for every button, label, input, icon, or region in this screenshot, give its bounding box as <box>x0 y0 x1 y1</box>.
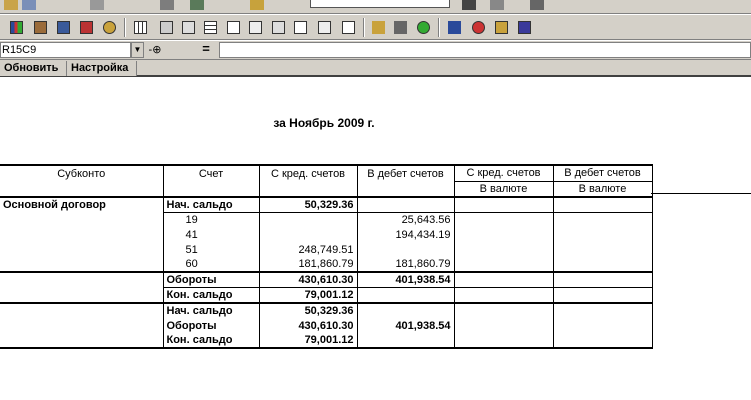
table-cell[interactable] <box>454 272 553 288</box>
table-cell[interactable] <box>163 181 259 197</box>
header-debit[interactable]: В дебет счетов <box>357 165 454 181</box>
table-cell[interactable] <box>0 181 163 197</box>
credit-cell[interactable] <box>259 212 357 227</box>
header-in-currency[interactable]: В валюте <box>553 181 652 197</box>
report-icon[interactable] <box>32 19 49 36</box>
documents-icon[interactable] <box>78 19 95 36</box>
table-row <box>0 242 652 257</box>
closing-label[interactable]: Кон. сальдо <box>163 288 259 304</box>
table-cell[interactable] <box>454 257 553 272</box>
print-icon[interactable] <box>158 19 175 36</box>
table-cell[interactable] <box>0 318 163 333</box>
total-opening-label[interactable]: Нач. сальдо <box>163 303 259 318</box>
table-row <box>0 288 652 304</box>
calendar-icon[interactable] <box>270 19 287 36</box>
equals-button[interactable]: = <box>202 41 210 56</box>
search-icon[interactable] <box>392 19 409 36</box>
table-cell[interactable] <box>553 197 652 213</box>
toolbar-icon[interactable] <box>490 0 504 10</box>
table-cell[interactable] <box>454 242 553 257</box>
turnover-credit[interactable]: 430,610.30 <box>259 272 357 288</box>
table-icon[interactable] <box>132 19 149 36</box>
toolbar-icon[interactable] <box>160 0 174 10</box>
table-row <box>0 227 652 242</box>
opening-label[interactable]: Нач. сальдо <box>163 197 259 213</box>
journal-icon[interactable] <box>55 19 72 36</box>
copy-icon[interactable] <box>180 19 197 36</box>
credit-cell[interactable] <box>259 227 357 242</box>
header-row <box>0 165 652 181</box>
table-cell[interactable] <box>357 333 454 348</box>
table-cell[interactable] <box>553 212 652 227</box>
total-turnover-credit[interactable]: 430,610.30 <box>259 318 357 333</box>
total-turnover-label[interactable]: Обороты <box>163 318 259 333</box>
toolbar-icon[interactable] <box>190 0 204 10</box>
toolbar-icon[interactable] <box>90 0 104 10</box>
table-cell[interactable] <box>357 288 454 304</box>
table-row <box>0 303 652 318</box>
table-cell[interactable] <box>357 197 454 213</box>
table-cell[interactable] <box>553 333 652 348</box>
total-closing-label[interactable]: Кон. сальдо <box>163 333 259 348</box>
account-cell[interactable]: 60 <box>163 257 259 272</box>
tools-icon[interactable] <box>101 19 118 36</box>
calculator-icon[interactable] <box>493 19 510 36</box>
report-title: за Ноябрь 2009 г. <box>273 116 375 130</box>
table-cell[interactable] <box>0 272 163 288</box>
total-turnover-debit[interactable]: 401,938.54 <box>357 318 454 333</box>
report-table <box>0 164 653 349</box>
closing-value[interactable]: 79,001.12 <box>259 288 357 304</box>
table-row <box>0 257 652 272</box>
account-cell[interactable]: 19 <box>163 212 259 227</box>
formula-bar <box>0 41 751 60</box>
table-cell[interactable] <box>454 212 553 227</box>
table-cell[interactable] <box>454 333 553 348</box>
account-cell[interactable]: 41 <box>163 227 259 242</box>
chart-report-icon[interactable] <box>8 19 25 36</box>
table-cell[interactable] <box>553 257 652 272</box>
header-account[interactable]: Счет <box>163 165 259 181</box>
header-in-currency[interactable]: В валюте <box>454 181 553 197</box>
toolbar-icon[interactable] <box>22 0 36 10</box>
table-cell[interactable] <box>0 212 163 227</box>
total-opening-value[interactable]: 50,329.36 <box>259 303 357 318</box>
debit-cell[interactable]: 181,860.79 <box>357 257 454 272</box>
table-cell[interactable] <box>454 288 553 304</box>
header-credit-fx[interactable]: С кред. счетов <box>454 165 553 181</box>
table-cell[interactable] <box>454 197 553 213</box>
header-subkonto[interactable]: Субконто <box>0 165 163 181</box>
action-bar <box>0 60 751 77</box>
refresh-button[interactable]: Обновить <box>0 61 67 76</box>
table-cell[interactable] <box>357 303 454 318</box>
table-cell[interactable] <box>553 303 652 318</box>
toolbar-icon[interactable] <box>250 0 264 10</box>
table-row <box>0 272 652 288</box>
color-icon[interactable] <box>415 19 432 36</box>
table-row <box>0 333 652 348</box>
table-row <box>0 212 652 227</box>
table-cell[interactable] <box>0 288 163 304</box>
header-credit[interactable]: С кред. счетов <box>259 165 357 181</box>
header-row <box>0 181 652 197</box>
credit-cell[interactable]: 181,860.79 <box>259 257 357 272</box>
debit-cell[interactable]: 194,434.19 <box>357 227 454 242</box>
table-cell[interactable] <box>0 333 163 348</box>
group-name[interactable]: Основной договор <box>0 197 163 213</box>
table-cell[interactable] <box>454 227 553 242</box>
table-cell[interactable] <box>357 181 454 197</box>
cell-reference-input[interactable]: R15C9 <box>0 42 131 58</box>
chevron-down-icon[interactable]: ▼ <box>131 42 144 58</box>
toolbar-field[interactable] <box>310 0 450 8</box>
info-icon[interactable] <box>446 19 463 36</box>
table-cell[interactable] <box>454 303 553 318</box>
table-cell[interactable] <box>0 257 163 272</box>
table-cell[interactable] <box>0 242 163 257</box>
table-cell[interactable] <box>553 227 652 242</box>
top-toolbar <box>0 0 751 14</box>
list-icon[interactable] <box>202 19 219 36</box>
turnover-debit[interactable]: 401,938.54 <box>357 272 454 288</box>
settings-icon[interactable] <box>470 19 487 36</box>
balance-icon[interactable] <box>292 19 309 36</box>
table-cell[interactable] <box>0 303 163 318</box>
table-cell[interactable] <box>553 288 652 304</box>
settings-button[interactable]: Настройка <box>67 61 137 76</box>
header-debit-fx[interactable]: В дебет счетов <box>553 165 652 181</box>
debit-cell[interactable]: 25,643.56 <box>357 212 454 227</box>
table-row <box>0 197 652 213</box>
grid-line <box>651 193 751 194</box>
help-icon[interactable] <box>516 19 533 36</box>
columns-icon[interactable] <box>316 19 333 36</box>
main-toolbar <box>0 14 751 40</box>
grid-icon[interactable] <box>247 19 264 36</box>
toolbar-icon[interactable] <box>530 0 544 10</box>
debit-cell[interactable] <box>357 242 454 257</box>
opening-value[interactable]: 50,329.36 <box>259 197 357 213</box>
bar-chart-icon[interactable] <box>340 19 357 36</box>
table-cell[interactable] <box>259 181 357 197</box>
text-icon[interactable] <box>225 19 242 36</box>
table-row <box>0 318 652 333</box>
toolbar-icon[interactable] <box>462 0 476 10</box>
table-cell[interactable] <box>553 272 652 288</box>
operations-icon[interactable] <box>370 19 387 36</box>
table-cell[interactable] <box>0 227 163 242</box>
credit-cell[interactable]: 248,749.51 <box>259 242 357 257</box>
table-cell[interactable] <box>454 318 553 333</box>
pin-icon[interactable]: -⊕ <box>148 44 162 56</box>
turnover-label[interactable]: Обороты <box>163 272 259 288</box>
table-cell[interactable] <box>553 242 652 257</box>
toolbar-icon[interactable] <box>4 0 18 10</box>
table-cell[interactable] <box>553 318 652 333</box>
total-closing-value[interactable]: 79,001.12 <box>259 333 357 348</box>
formula-input[interactable] <box>219 42 751 58</box>
account-cell[interactable]: 51 <box>163 242 259 257</box>
